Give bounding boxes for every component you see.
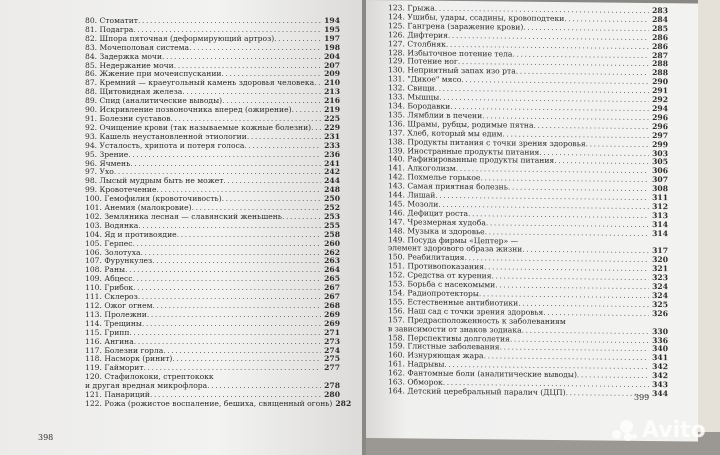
toc-entry-page: 273 [324,336,340,346]
toc-entry [388,387,668,399]
toc-entry-title: 115. Грипп [85,327,130,337]
toc-entry-page: 231 [324,131,340,141]
dot-leader [138,293,321,302]
toc-entry-page: 314 [652,228,668,238]
toc-entry-title: 141. Алкоголизм [388,163,456,174]
toc-entry-page: 288 [652,59,668,69]
dot-leader [142,320,321,329]
toc-entry-page: 324 [652,282,668,292]
toc-entry-page: 296 [652,112,668,123]
toc-entry-page: 258 [324,229,340,239]
toc-entry-page: 216 [324,96,340,106]
toc-entry-title: 129. Потение ног [388,56,458,67]
toc-entry-page: 280 [324,390,340,400]
toc-entry-title: 120. Стафилококи, стрептококк [85,372,214,382]
toc-entry-page: 210 [324,78,340,88]
toc-entry-page: 194 [324,16,340,25]
toc-entry-page: 320 [652,255,668,265]
toc-entry-page: 294 [652,103,668,114]
toc-entry-page: 253 [324,211,340,221]
toc-entry-page: 278 [324,381,340,391]
toc-entry-page: 307 [652,175,668,185]
dot-leader [163,347,321,356]
toc-list-left [85,16,352,409]
toc-entry-title: 136. Шрамы, рубцы, родимые пятна [388,119,534,130]
page-edges [698,0,720,440]
toc-entry-title-cont: в зависимости от знаков зодиака [388,323,522,335]
toc-entry-page: 263 [324,256,340,266]
toc-entry-title: 93. Кашель неустановленной этиологии [85,131,247,141]
avito-wordmark: Avito [642,418,706,443]
toc-entry-title: 82. Шпора пяточная (деформирующий артроз) [85,33,275,43]
toc-entry-title: 111. Склероз [85,292,138,302]
toc-entry-page: 282 [335,398,352,408]
toc-entry-title: 101. Анемия (малокровие) [85,203,192,213]
toc-entry-page: 267 [324,283,340,293]
toc-entry-title: 116. Ангина [85,336,134,346]
toc-entry-page: 213 [324,87,340,97]
toc-entry-page: 291 [652,86,668,96]
toc-entry-title: 152. Средства от курения [388,270,492,281]
toc-entry-page: 336 [652,335,668,345]
toc-entry-page: 264 [324,265,340,275]
toc-entry-page: 297 [652,130,668,140]
toc-entry [85,398,352,409]
toc-entry [85,160,340,169]
toc-entry-title: 90. Искривление позвоночника вперед (ожирение) [85,105,292,115]
right-page [366,0,698,441]
toc-entry-page: 341 [652,353,668,363]
dot-leader [141,249,322,258]
toc-entry-title: 158. Перспективы долголетия [388,332,510,344]
toc-entry-page: 233 [324,140,340,150]
toc-entry-page: 262 [324,247,340,257]
toc-entry-page: 330 [652,326,668,336]
toc-entry-title: 118. Насморк (ринит) [85,354,173,364]
dot-leader [152,257,321,266]
toc-entry-page: 324 [652,290,668,301]
toc-entry-page: 308 [652,184,668,194]
toc-entry-title: 94. Усталость, хрипота и потеря голоса [85,140,245,150]
toc-entry-title: 96. Ячмень [85,158,131,168]
toc-entry-title: 151. Противопоказания [388,261,484,272]
toc-entry-title: 102. Земляника лесная — славянский женьшень [85,211,282,221]
toc-entry-title: 87. Кремний — краеугольный камень здоровья человека [85,78,315,88]
toc-entry-title: 163. Обморок [388,377,443,387]
toc-entry-title: 164. Детский церебральный паралич (ДЦП) [388,386,566,398]
toc-entry-page: 342 [652,362,668,372]
toc-entry-page: 286 [652,32,668,42]
toc-entry-title: 142. Похмелье горькое [388,172,481,183]
toc-entry-title-cont: и другая вредная микрофлора [85,381,208,391]
toc-entry-page: 303 [652,148,668,158]
toc-entry-title: 131. "Дикое" мясо [388,74,462,85]
toc-entry-page: 225 [324,113,340,123]
avito-logo-icon [612,420,638,442]
toc-entry-title: 113. Пролежни [85,309,147,319]
toc-entry-title: 147. Чрезмерная худоба [388,216,486,228]
dot-leader [128,151,321,160]
toc-entry-title: 95. Зрение [85,149,129,159]
toc-entry-page: 275 [324,354,340,364]
toc-entry-title: 155. Естественные антибиотики [388,297,519,308]
toc-entry-page: 269 [324,318,340,328]
toc-entry-title: 108. Раны [85,265,126,275]
page-number-right: 399 [634,392,650,402]
toc-entry-page: 288 [652,68,668,78]
toc-entry-page: 323 [652,273,668,283]
dot-leader [129,329,321,338]
toc-entry-page: 209 [324,69,340,79]
toc-entry-title: 84. Задержка мочи [85,51,163,61]
toc-entry-page: 265 [324,274,340,284]
dot-leader [147,311,321,320]
toc-entry-page: 290 [652,77,668,87]
dot-leader [125,266,321,275]
toc-entry-page: 219 [324,105,340,115]
dot-leader [133,284,321,293]
toc-entry-title: 80. Стоматит [85,16,138,25]
toc-entry-page: 305 [652,157,668,167]
toc-entry-title: 109. Абцесс [85,274,133,284]
toc-entry-title: 125. Гангрена (заражение крови) [388,21,524,32]
toc-entry-page: 292 [652,95,668,105]
toc-entry-page: 274 [324,345,340,355]
toc-entry-page: 283 [652,5,668,16]
toc-entry-page: 296 [652,121,668,131]
toc-entry-title: 154. Радиопротекторы [388,288,479,299]
dot-leader [292,106,322,115]
toc-entry-title: 126. Дифтерия [388,29,448,40]
toc-entry-page: 317 [652,246,668,256]
toc-entry-title: 156. Наш сад с точки зрения здоровья [388,306,544,317]
toc-entry-page: 342 [652,371,668,381]
toc-entry-title: 100. Гемофилия (кровоточивость) [85,194,222,204]
toc-entry-title: 157. Предрасположенность к заболеваниям [388,314,566,326]
toc-entry-title: 123. Грыжа [388,3,435,13]
toc-entry-title: 121. Панариций [85,390,150,400]
toc-entry-page: 284 [652,14,668,25]
toc-entry-title: 88. Щитовидная железа [85,87,183,97]
toc-entry-page: 325 [652,299,668,310]
toc-entry-title: 105. Герпес [85,238,133,248]
toc-entry-title: 144. Лишай [388,190,436,200]
toc-entry-page: 267 [324,292,340,302]
toc-entry-page: 326 [652,308,668,318]
toc-entry-page: 311 [652,193,668,203]
dot-leader [138,17,321,26]
toc-entry-title: 162. Фантомные боли (аналитические выводы) [388,368,577,380]
toc-entry-title: 104. Яд и противоядие [85,229,177,239]
toc-entry-title: 106. Золотуха [85,247,141,257]
toc-entry-page: 195 [324,24,340,34]
dot-leader [133,240,322,249]
dot-leader [244,142,321,151]
dot-leader [189,44,321,53]
toc-entry-title: 86. Жжение при мочеиспускании [85,69,222,79]
toc-entry-page: 269 [324,309,340,319]
toc-entry-page: 314 [652,219,668,229]
toc-entry-page: 207 [324,60,340,70]
toc-entry-page: 285 [652,23,668,33]
toc-entry-page: 260 [324,238,340,248]
toc-entry-title: 153. Борьба с насекомыми [388,279,496,290]
toc-entry-page: 248 [324,185,340,195]
toc-entry-title: 83. Мочеполовая система [85,42,190,52]
toc-entry-title: 114. Трещины [85,318,142,328]
toc-entry-title: 130. Неприятный запах изо рта [388,65,516,76]
toc-entry-title: 160. Изнуряющая жара [388,350,484,361]
toc-entry-title: 81. Подагра [85,24,134,34]
toc-entry-title: 139. Иностранные продукты питания [388,145,540,157]
toc-entry-page: 277 [324,363,340,373]
toc-entry-title: 112. Ожог огнем [85,301,153,310]
dot-leader [130,160,321,169]
toc-entry-page: 340 [652,344,668,354]
toc-entry-title: 132. Свищи [388,83,435,93]
toc-entry-page: 236 [324,149,340,159]
toc-entry-page: 321 [652,264,668,274]
toc-entry-page: 198 [324,42,340,52]
dot-leader [314,79,321,88]
toc-entry-page: 343 [652,380,668,390]
toc-entry-page: 229 [324,122,340,132]
toc-entry-title: 127. Столбняк [388,38,446,49]
toc-entry-page: 344 [652,388,668,399]
toc-entry-title: 138. Продукты питания с точки зрения здоровья [388,136,586,148]
dot-leader [172,355,321,364]
toc-entry-page: 242 [324,167,340,177]
dot-leader [282,213,321,222]
toc-entry-title: 122. Рожа (рожистое воспаление, бешиха, священный огонь) [85,398,333,408]
toc-entry-title: 159. Глистные заболевания [388,341,500,352]
toc-entry-title: 161. Надрывы [388,359,445,370]
toc-entry-page: 312 [652,201,668,212]
toc-entry-page: 241 [324,158,340,168]
avito-watermark [612,418,706,443]
toc-entry-title: 145. Мозоли [388,199,439,209]
toc-entry-title: 98. Лысый мудрым быть не может [85,176,224,186]
dot-leader [153,302,322,311]
dot-leader [247,133,321,142]
toc-entry-title: 146. Дефицит роста [388,208,468,218]
toc-entry-title: 97. Ухо [85,167,114,177]
toc-entry-page: 271 [324,327,340,337]
toc-entry-title: 119. Гайморит [85,363,144,373]
toc-entry-title: 135. Лямблии в печени [388,110,483,121]
dot-leader [222,195,321,204]
toc-entry-page: 299 [652,139,668,149]
toc-entry-title: 149. Посуда фирмы «Цептер» — [388,234,519,246]
dot-leader [207,382,321,391]
toc-entry-title-cont: элемент здорового образа жизни [388,243,523,255]
toc-entry-title: 110. Грибок [85,283,134,293]
dot-leader [311,124,321,133]
toc-entry-page: 204 [324,51,340,61]
toc-entry-page: 286 [652,41,668,51]
toc-entry-page: 250 [324,194,340,204]
toc-entry-page: 268 [324,301,340,310]
toc-entry-title: 103. Водянка [85,220,139,230]
toc-entry-title: 134. Бородавки [388,101,451,111]
toc-list-right [388,4,668,399]
page-number-left: 398 [38,433,54,442]
dot-leader [223,177,321,186]
toc-entry-title: 128. Избыточное потение тела [388,47,513,59]
dot-leader [274,35,321,44]
toc-entry-title: 124. Ушибы, удары, ссадины, кровоподтеки [388,12,565,23]
dot-leader [162,53,321,62]
dot-leader [133,275,322,284]
toc-entry-title: 92. Очищение крови (так называемые кожные болезни) [85,122,312,132]
toc-entry-page: 313 [652,210,668,221]
toc-entry-title: 107. Фурункулез [85,256,153,266]
toc-entry-title: 89. Спид (аналитические выводы) [85,96,223,106]
toc-entry-title: 148. Музыка и здоровье [388,225,485,236]
toc-entry-title: 133. Мышцы [388,92,440,102]
toc-entry-page: 244 [324,176,340,186]
dot-leader [177,231,321,240]
toc-entry-page: 306 [652,166,668,176]
toc-entry-title: 137. Хлеб, который мы едим [388,127,503,139]
toc-entry-page: 197 [324,33,340,43]
toc-entry-title: 117. Болезни горла [85,345,164,355]
toc-entry-title: 143. Самая приятная болезнь [388,181,508,192]
toc-entry-title: 140. Рафинированные продукты питания [388,154,555,166]
toc-entry-page: 252 [324,203,340,213]
toc-entry-title: 150. Реабилитация [388,252,465,263]
toc-entry-page: 255 [324,220,340,230]
toc-entry-title: 85. Недержание мочи [85,60,174,70]
toc-entry-page: 287 [652,50,668,60]
toc-entry-title: 91. Болезни суставов [85,113,171,123]
toc-entry-title: 99. Кровотечение [85,185,157,195]
